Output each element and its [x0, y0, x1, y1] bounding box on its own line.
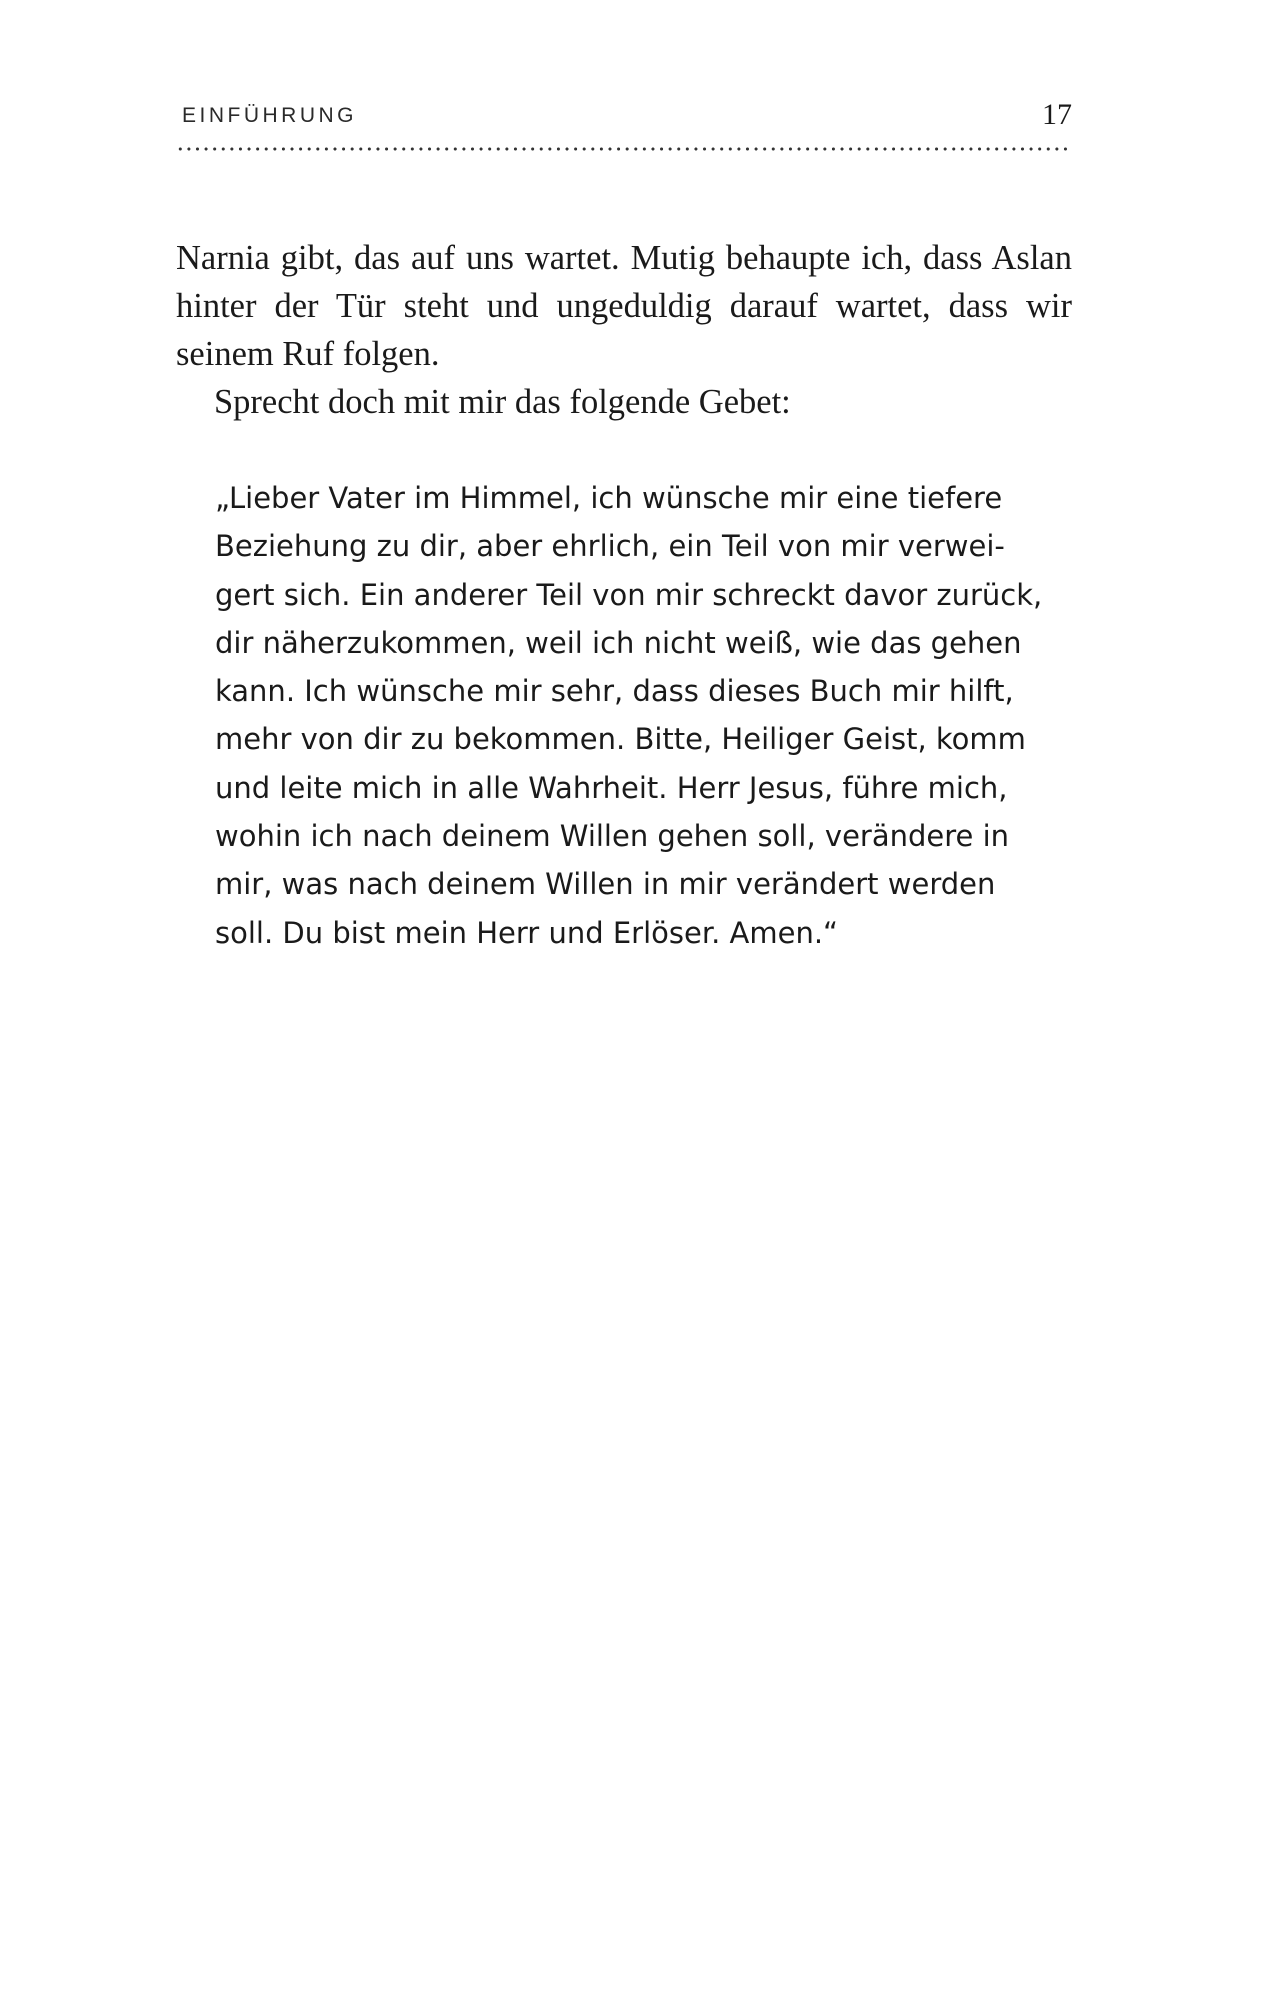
prayer-line: mehr von dir zu bekommen. Bitte, Heiliger Geist, komm	[215, 722, 1026, 757]
dotted-divider	[176, 147, 1072, 151]
body-paragraph-continuation: Narnia gibt, das auf uns wartet. Mutig behaupte ich, dass Aslan hinter der Tür steht und ungeduldig darauf wartet, dass wir seinem Ruf folgen.	[176, 239, 1072, 373]
prayer-line: wohin ich nach deinem Willen gehen soll, verändere in	[215, 819, 1010, 854]
body-paragraph-prayer-intro: Sprecht doch mit mir das folgende Gebet:	[214, 383, 791, 421]
prayer-line: soll. Du bist mein Herr und Erlöser. Amen.“	[215, 915, 839, 950]
prayer-line: kann. Ich wünsche mir sehr, dass dieses Buch mir hilft,	[215, 674, 1014, 709]
prayer-line: „Lieber Vater im Himmel, ich wünsche mir eine tiefere	[215, 481, 1003, 515]
prayer-line: gert sich. Ein anderer Teil von mir schreckt davor zurück,	[215, 577, 1043, 612]
section-title: EINFÜHRUNG	[182, 104, 357, 127]
prayer-line: dir näherzukommen, weil ich nicht weiß, wie das gehen	[215, 625, 1022, 660]
prayer-line: Beziehung zu dir, aber ehrlich, ein Teil von mir verwei-	[215, 529, 1005, 564]
prayer-line: und leite mich in alle Wahrheit. Herr Jesus, führe mich,	[215, 770, 1008, 805]
running-head	[176, 100, 1072, 140]
prayer-line: mir, was nach deinem Willen in mir verändert werden	[215, 867, 996, 902]
page-number: 17	[1042, 98, 1072, 131]
body-text	[176, 234, 1072, 426]
prayer-block	[215, 474, 1043, 957]
